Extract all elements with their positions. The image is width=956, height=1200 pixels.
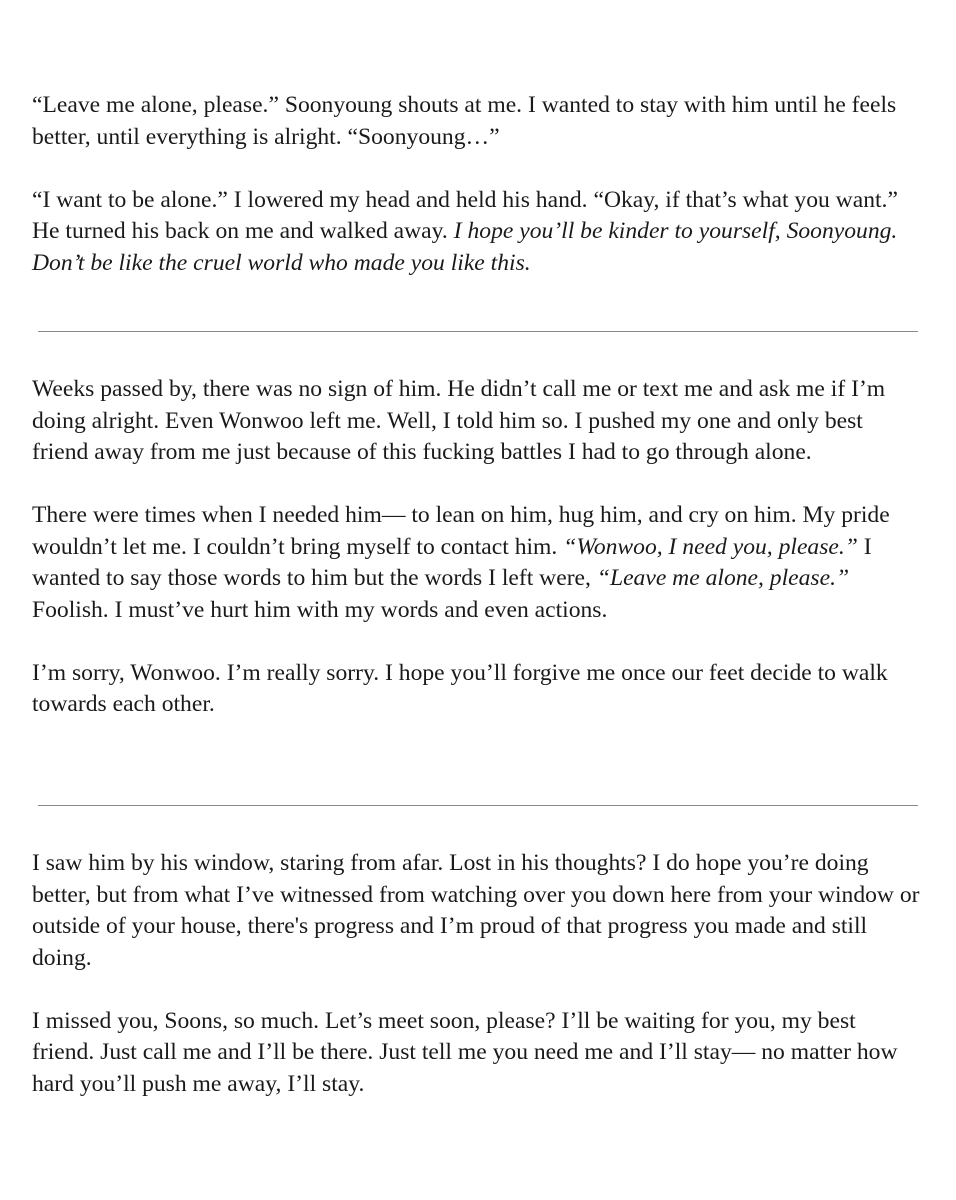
italic-text: I hope you’ll be kinder to yourself, Soonyoung. Don’t be like the cruel world who made you like this.: [32, 218, 898, 276]
section-divider: [38, 805, 918, 806]
paragraph: I missed you, Soons, so much. Let’s meet soon, please? I’ll be waiting for you, my best friend. Just call me and I’ll be there. Just tell me you need me and I’ll stay— no matter how hard you’ll push me away, I’ll stay.: [32, 1007, 898, 1097]
paragraph: “Leave me alone, please.” Soonyoung shouts at me. I wanted to stay with him until he feels better, until everything is alright. “Soonyoung…”: [32, 92, 897, 150]
section-1: [32, 90, 922, 279]
paragraph: I saw him by his window, staring from afar. Lost in his thoughts? I do hope you’re doing better, but from what I’ve witnessed from watching over you down here from your window or outside of your house, there's progress and I’m proud of that progress you made and still doing.: [32, 850, 920, 971]
section-divider: [38, 331, 918, 332]
paragraph-text: Foolish. I must’ve hurt him with my words and even actions.: [32, 596, 608, 623]
paragraph: [32, 185, 922, 280]
section-3: [32, 848, 922, 1100]
italic-text: “Wonwoo, I need you, please.”: [563, 533, 858, 560]
italic-text: “Leave me alone, please.”: [596, 565, 850, 591]
paragraph-text: “I want to be alone.” I lowered my head and held his hand. “Okay, if that’s what you want.” He turned his back on me and walked away.: [32, 186, 898, 244]
paragraph: Weeks passed by, there was no sign of him. He didn’t call me or text me and ask me if I’m doing alright. Even Wonwoo left me. Well, I told him so. I pushed my one and only best friend away from me just because of this fucking battles I had to go through alone.: [32, 376, 886, 465]
paragraph: [32, 500, 922, 626]
paragraph: I’m sorry, Wonwoo. I’m really sorry. I hope you’ll forgive me once our feet decide to walk towards each other.: [32, 659, 888, 717]
section-2: [32, 374, 922, 721]
paragraph-text: I wanted to say those words to him but the words I left were,: [32, 533, 872, 591]
paragraph-text: There were times when I needed him— to lean on him, hug him, and cry on him. My pride wouldn’t let me. I couldn’t bring myself to contact him.: [32, 502, 890, 560]
